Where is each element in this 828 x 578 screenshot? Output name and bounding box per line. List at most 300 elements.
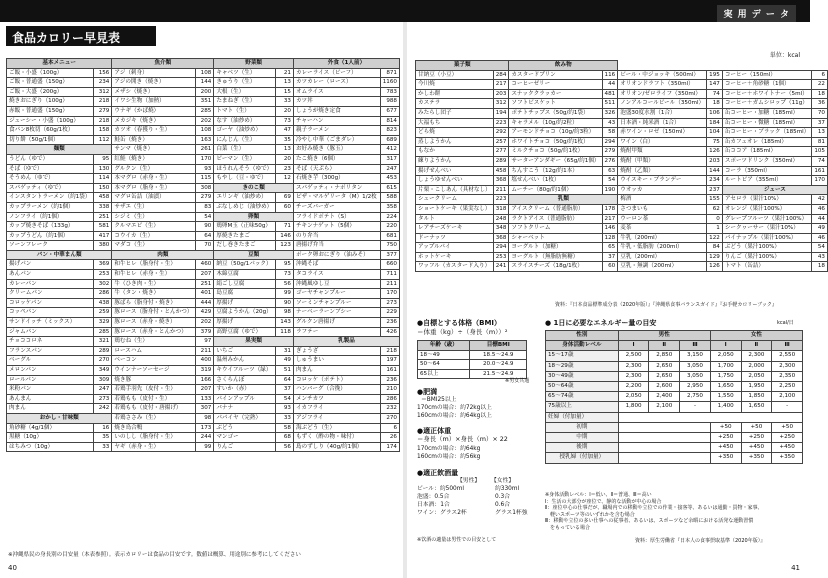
calorie-value: 232 [380,404,399,414]
food-name: 豚ばら（脂身付・焼き） [112,298,196,308]
food-name: シュークリーム [416,195,494,205]
calorie-value: 106 [707,108,723,118]
food-name: 缶ココア（185ml） [722,147,811,157]
bmi-row [418,350,527,360]
food-name: ワイン（白） [618,137,707,147]
food-name: チャーハン [293,116,380,126]
calorie-value: 289 [94,346,112,356]
food-name: シークヮーサー（果汁10%） [722,224,811,234]
calorie-value: 217 [602,214,618,224]
food-name: サザエ（生） [112,202,196,212]
table-row [7,289,400,299]
food-name: ホットケーキ [416,252,494,262]
food-name: 焼酎（乙類） [618,166,707,176]
calorie-value: 814 [380,116,399,126]
right-page [405,0,825,578]
table-row [7,356,400,366]
calorie-value: 104 [707,128,723,138]
food-name: 紅鮭（焼き） [112,154,196,164]
energy-value: 1,800 [618,402,649,412]
food-name: 食パン8枚切（60g/1枚） [7,126,94,136]
male-empty [618,453,710,463]
energy-age: 15～17歳 [546,351,619,361]
food-name: 本マグロ（脂身・生） [112,183,196,193]
food-name: カップうどん（約1個） [7,231,94,241]
bmi-value: 18.5～24.9 [470,350,527,360]
table-row [416,156,828,166]
food-name: 絹ごし豆腐 [214,279,276,289]
food-name: ゴーヤチャンプルー [293,289,380,299]
food-name: チーズバーガー [293,202,380,212]
energy-row [546,392,803,402]
calorie-value: 144 [707,166,723,176]
table-row [7,154,400,164]
food-name: 島豆腐 [214,289,276,299]
table-row [7,385,400,395]
food-name: 鮭缶（焼き） [112,135,196,145]
calorie-value: 84 [707,243,723,253]
calorie-value: 70 [196,241,214,251]
food-name: もなか [416,147,494,157]
energy-value: 2,550 [772,351,803,361]
table-row [7,135,400,145]
food-name: サンドイッチ（ミックス） [7,318,94,328]
calorie-value: 6 [812,70,828,80]
food-name: そうめん（ゆで） [7,174,94,184]
food-name: ホワイトチョコ（50g/約1枚） [509,137,602,147]
energy-value: 3,050 [680,371,711,381]
energy-value: 2,300 [618,361,649,371]
calorie-value: 155 [707,195,723,205]
food-name: アジ（刺身） [112,68,196,78]
food-name: キウイフルーツ（緑） [214,366,276,376]
food-name: ご飯・普通盛（150g） [7,78,94,88]
calorie-value: 241 [493,262,509,272]
energy-value: 2,400 [649,392,680,402]
calorie-value: 458 [94,193,112,203]
calorie-value: 211 [380,279,399,289]
category-header: 果実類 [214,337,294,347]
calorie-value: 58 [275,423,293,433]
food-name: ロースハム [112,346,196,356]
table-row [7,212,400,222]
calorie-value: 156 [94,68,112,78]
food-name: 鶏むね（生） [112,337,196,347]
calorie-value: 18 [812,262,828,272]
food-name: チョココロネ [7,337,94,347]
energy-level-2: Ⅱ [649,341,680,351]
food-name: ヤギ（赤身・生） [112,442,196,452]
calorie-value: 13 [812,128,828,138]
pregnancy-stage: 後期 [546,443,619,453]
calorie-value: 90 [275,298,293,308]
calorie-value: 317 [380,154,399,164]
calorie-value: 170 [812,176,828,186]
food-name: 厚揚げ [214,318,276,328]
table-row [416,233,828,243]
calorie-value: 60 [602,262,618,272]
calorie-value: 46 [812,204,828,214]
calorie-value: 988 [380,97,399,107]
bmi-head-age: 年齢（歳） [418,341,470,351]
food-name: 塩せんべい（1枚） [509,176,602,186]
calorie-value: 74 [812,156,828,166]
food-name: オレンジ（果汁100%） [722,204,811,214]
bmi-head-target: 目標BMI [470,341,527,351]
calorie-value: 56 [275,279,293,289]
energy-age: 30～49歳 [546,371,619,381]
calorie-value: 481 [602,89,618,99]
food-name: オムライス [293,87,380,97]
alcohol-female-amount: 0.3合 [495,494,511,500]
calorie-value: 54 [602,176,618,186]
food-name: ソフトビスケット [509,99,602,109]
calorie-value: 237 [707,185,723,195]
food-name: ぎょうざ [293,346,380,356]
page-title: 食品カロリー早見表 [6,26,156,46]
calorie-value: 677 [380,106,399,116]
calorie-value: 581 [94,222,112,232]
calorie-value: 93 [275,404,293,414]
calorie-value: 338 [94,202,112,212]
pregnancy-label: 妊婦（付加量） [546,412,619,422]
food-name: 缶コーヒー・加糖（185ml） [722,108,811,118]
calorie-value: 123 [275,241,293,251]
food-name: もずく（酢の物・味付） [293,433,380,443]
food-name: なす（油炒め） [214,116,276,126]
food-name: 若鶏もも（皮付・唐揚げ） [112,404,196,414]
food-name: いのしし（脂身付・生） [112,433,196,443]
food-name: ご飯・大盛（200g） [7,87,94,97]
left-header-0: 基本メニュー [7,59,112,69]
calorie-value: 98 [275,308,293,318]
obesity-title: ●肥満 [417,388,438,396]
calorie-value: 21 [275,68,293,78]
calorie-value: 93 [196,164,214,174]
bmi-value: 21.5～24.9 [470,369,527,379]
food-name: ロールパン [7,375,94,385]
food-name: ポテトチップス（50g/約1袋） [509,108,602,118]
calorie-value: 33 [94,442,112,452]
food-name: 泡盛30度水割（1合） [618,108,707,118]
food-name: 牛（ひき肉・生） [112,279,196,289]
food-name: コウイカ（生） [112,231,196,241]
food-name: アジの開き（焼き） [112,78,196,88]
calorie-value: 615 [380,183,399,193]
food-name: カレーライス（ビーフ） [293,68,380,78]
calorie-value: 126 [707,147,723,157]
calorie-value: 588 [380,193,399,203]
food-name: 缶コーヒー・微糖（185ml） [722,118,811,128]
right-source: 資料：『日本食品標準成分表（2020年版）』『沖縄県食事バランスガイド』『お手軽カロリーブック』 [555,302,777,308]
calorie-value: 218 [94,97,112,107]
calorie-value: 112 [94,135,112,145]
food-name: パイナップル（果汁100%） [722,233,811,243]
energy-row [546,351,803,361]
calorie-value: 223 [493,118,509,128]
table-row [416,118,828,128]
pregnancy-row [546,443,803,453]
food-name: 肉まん [293,366,380,376]
energy-value: 2,750 [680,392,711,402]
energy-value: 2,650 [649,361,680,371]
food-name: 高野豆腐（ゆで） [214,327,276,337]
calorie-value: 46 [812,233,828,243]
calorie-value: 13 [275,145,293,155]
pregnancy-value: +350 [710,453,741,463]
food-name: みたらし団子 [416,108,494,118]
food-name: さくらんぼ [214,375,276,385]
pregnancy-stage: 初期 [546,422,619,432]
calorie-value: 13 [275,78,293,88]
calorie-value: 203 [707,156,723,166]
table-row [7,404,400,414]
calorie-value: 417 [94,231,112,241]
food-name: ぶどう（果汁100%） [722,243,811,253]
calorie-value: 197 [380,356,399,366]
pregnancy-value: +450 [741,443,772,453]
food-name: 若鶏もも（皮付・生） [112,394,196,404]
food-name: 海ぶどう（生） [293,423,380,433]
food-name: 肉まん [7,404,94,414]
table-row [416,262,828,272]
food-name: スポーツドリンク（350ml） [722,156,811,166]
table-row [7,126,400,136]
calorie-table-right [415,60,828,272]
food-name: ジャムパン [7,327,94,337]
energy-note-line: をもっている場合 [545,524,591,531]
table-row [416,99,828,109]
bmi-note: ※男女共通 [505,378,530,384]
food-name: アーモンドチョコ（10g/約3粒） [509,128,602,138]
category-header: 乳製品 [293,337,399,347]
food-name: カツ丼 [293,97,380,107]
food-name: 大根（生） [214,87,276,97]
ideal-title: ●適正体重 [417,427,452,435]
food-name: すいか（赤） [214,385,276,395]
table-row [7,250,400,260]
calorie-value: 37 [812,118,828,128]
calorie-value: 511 [602,99,618,109]
food-name: 片栗・こしあん（具材なし） [416,185,494,195]
pregnancy-row [546,433,803,443]
category-header: 麺類 [7,145,112,155]
energy-title: ● 1日に必要なエネルギー量の目安 [545,319,657,327]
calorie-value: 108 [196,126,214,136]
calorie-value: 128 [602,233,618,243]
calorie-value: 211 [196,346,214,356]
ideal-line-3: 160cmの場合：約56kg [417,454,481,460]
category-header: きのこ類 [214,183,294,193]
alcohol-male-amount: 日本酒：1合 [417,502,450,508]
calorie-value: 279 [602,147,618,157]
calorie-value: 65 [602,243,618,253]
table-row [7,318,400,328]
energy-level-6: Ⅲ [772,341,803,351]
calorie-value: 348 [493,224,509,234]
alcohol-male-amount: 泡盛：0.5合 [417,494,450,500]
header-tab: 実 用 デ ー タ [717,5,796,22]
food-name: ミルクチョコ（50g/約1枚） [509,147,602,157]
calorie-value: 251 [196,279,214,289]
food-name: カップ焼きそば（133g） [7,222,94,232]
food-name: あんパン [7,270,94,280]
left-header-3: 外食（1人前） [293,59,399,69]
calorie-value: 248 [493,214,509,224]
unit-label: 単位：kcal [769,52,800,59]
calorie-value: 321 [94,337,112,347]
food-name: 豆乳・無調（200ml） [618,262,707,272]
calorie-value: 163 [196,135,214,145]
food-name: コーラ（350ml） [722,166,811,176]
obesity-line-3: 160cmの場合：約64kg以上 [417,413,492,419]
food-name: メンチカツ [293,394,380,404]
food-name: あんまん [7,394,94,404]
energy-value: 2,050 [710,351,741,361]
calorie-value: 279 [196,193,214,203]
calorie-value: 44 [602,80,618,90]
category-header: おかし・甘味類 [7,413,112,423]
category-header: 乳類 [509,195,618,205]
calorie-value: 223 [493,195,509,205]
pregnancy-stage: 授乳婦（付加量） [546,453,619,463]
calorie-value: 453 [380,174,399,184]
calorie-value: 63 [602,166,618,176]
calorie-value: 147 [707,80,723,90]
food-name: 蒸しようかん [416,137,494,147]
calorie-value: 438 [94,298,112,308]
table-row [7,327,400,337]
table-row [7,106,400,116]
calorie-value: 143 [275,318,293,328]
energy-value: 1,550 [710,392,741,402]
bmi-title: ●自標とする体格（BMI） [417,319,502,327]
food-name: パパイヤ（完熟） [214,413,276,423]
calorie-value: 270 [380,413,399,423]
pregnancy-value: +250 [710,433,741,443]
food-name: 甘納豆（小豆） [416,70,494,80]
calorie-value: 75 [707,137,723,147]
food-name: 島のずしり（40g/約1個） [293,442,380,452]
food-name: 和牛ヒレ（赤身・生） [112,270,196,280]
food-name: コーヒー＋ガムシロップ（11g） [722,99,811,109]
food-name: ぶなしめじ（油炒め） [214,202,276,212]
energy-table [545,330,803,464]
food-name: エリンギ（油炒め） [214,193,276,203]
energy-head-female: 女性 [710,331,802,341]
food-name: しょうゆせんべい [416,176,494,186]
calorie-value: 412 [380,145,399,155]
table-row [7,260,400,270]
table-row [7,78,400,88]
food-name: 切り餅（50g/1個） [7,135,94,145]
food-name: 石焼き芋（300g） [293,174,380,184]
energy-value: 2,250 [772,382,803,392]
calorie-value: 368 [493,176,509,186]
food-name: かしわ餅 [416,89,494,99]
table-row [7,183,400,193]
calorie-value: 150 [94,183,112,193]
energy-value: 1,750 [710,371,741,381]
calorie-value: 98 [196,413,214,423]
calorie-value: 194 [493,108,509,118]
calorie-value: 195 [707,70,723,80]
energy-note-line: Ⅱ：座位中心の仕事だが、職場内での移動や立位での作業・接客等、あるいは通勤・買物・家事、 [545,505,763,512]
table-row [416,70,828,80]
food-name: たまねぎ（生） [214,97,276,107]
energy-value: 2,050 [741,371,772,381]
food-name: 麦茶 [618,224,707,234]
calorie-value: 1160 [380,78,399,88]
food-name: マダコ（生） [112,241,196,251]
alcohol-title: ●適正飲酒量 [417,469,459,477]
table-row [7,164,400,174]
category-header: ジュース [722,185,827,195]
food-name: ゴーヤ（油炒め） [214,126,276,136]
calorie-value: 660 [380,260,399,270]
pregnancy-row [546,422,803,432]
food-name: ソーンフレーク [7,241,94,251]
calorie-value: 108 [196,68,214,78]
calorie-value: 42 [812,195,828,205]
food-name: グレープフルーツ（果汁100%） [722,214,811,224]
obesity-line-1: ＝BMI25以上 [421,397,457,403]
calorie-value: 178 [602,204,618,214]
food-name: アセロラ（果汁10%） [722,195,811,205]
food-name: グルクン（生） [112,164,196,174]
bmi-age: 50～64 [418,360,470,370]
ideal-line-1: ＝身長（m）×身長（m）× 22 [417,435,508,443]
calorie-value: 823 [380,126,399,136]
food-name: スパゲッティ・ナポリタン [293,183,380,193]
category-header: 卵類 [214,212,294,222]
pregnancy-value: +450 [772,443,803,453]
calorie-value: 319 [196,366,214,376]
table-row [7,375,400,385]
calorie-value: 22 [812,80,828,90]
food-name: マンゴー [214,433,276,443]
food-name: 納豆（50g/1パック） [214,260,276,270]
food-name: ラクトアイス（普通脂肪） [509,214,602,224]
food-name: コロッケ（ポテト） [293,375,380,385]
food-name: 米粉パン [7,385,94,395]
food-name: ウオッカ [618,185,707,195]
calorie-value: 401 [196,289,214,299]
energy-level-4: Ⅰ [710,341,741,351]
table-row [7,366,400,376]
calorie-value: 400 [196,356,214,366]
food-name: ムーチー（80g/約1個） [509,185,602,195]
food-name: 赤飯・普通盛（150g） [7,106,94,116]
food-name: 豚ロース（赤身・とんかつ） [112,327,196,337]
calorie-value: 285 [94,327,112,337]
food-name: フライドポテト（S） [293,212,380,222]
calorie-value: 261 [196,145,214,155]
food-name: 本マグロ（赤身・生） [112,174,196,184]
food-name: 梅酒 [618,195,707,205]
calorie-value: 37 [602,252,618,262]
bmi-value: 20.0～24.9 [470,360,527,370]
food-name: 焼酎（甲類） [618,156,707,166]
food-name: たこ焼き（6個） [293,154,380,164]
food-name: ぶどう [214,423,276,433]
food-name: 豆腐ようかん（20g） [214,308,276,318]
calorie-value: 161 [380,366,399,376]
food-name: 親子ラーメン [293,126,380,136]
calorie-value: 429 [196,308,214,318]
calorie-value: 426 [380,327,399,337]
energy-row [546,382,803,392]
